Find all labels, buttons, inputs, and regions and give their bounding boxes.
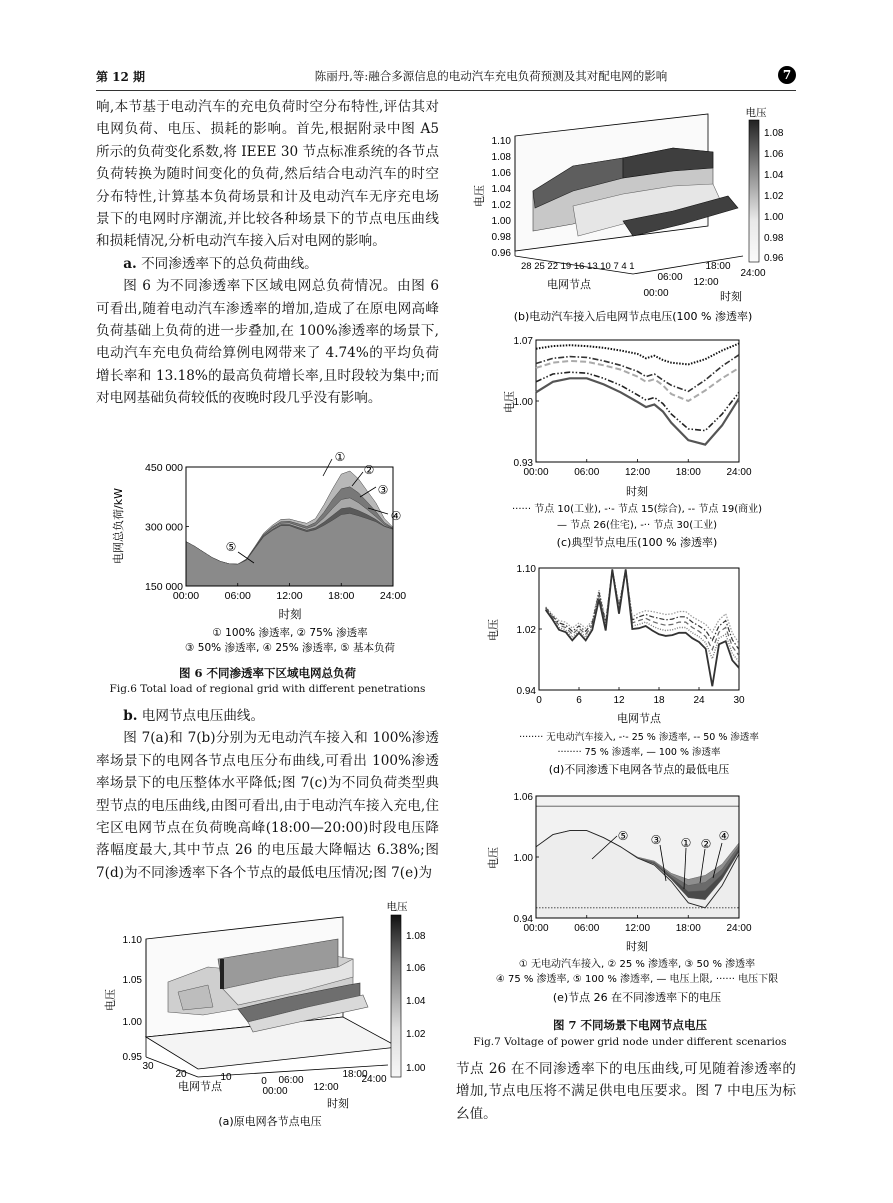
y-tick-label: 1.00	[513, 853, 533, 864]
section-heading-a	[96, 253, 439, 275]
paragraph: 节点 26 在不同渗透率下的电压曲线,可见随着渗透率的增加,节点电压将不满足供电电压要求。图 7 中电压为标幺值。	[456, 1061, 796, 1122]
x-tick-label: 30	[733, 695, 745, 706]
time-tick-label: 18:00	[705, 261, 731, 272]
line-series-3	[546, 570, 739, 656]
y-tick-label: 1.10	[516, 564, 536, 575]
colorbar-title: 电压	[386, 901, 408, 913]
y-tick-label: 150 000	[145, 581, 183, 593]
x-tick-label: 00:00	[172, 590, 200, 602]
figure-6-caption-cn: 图 6 不同渗透率下区域电网总负荷	[178, 666, 356, 680]
colorbar-tick: 1.04	[406, 996, 426, 1007]
colorbar-tick: 1.00	[764, 212, 784, 223]
y-tick-label: 1.07	[513, 336, 533, 347]
colorbar	[749, 120, 759, 262]
time-tick-label: 06:00	[657, 272, 683, 283]
legend-line: ········ 无电动汽车接入, -·- 25 % 渗透率, -- 50 % 渗透率	[519, 732, 759, 743]
legend-line: ① 无电动汽车接入, ② 25 % 渗透率, ③ 50 % 渗透率	[518, 959, 756, 970]
x-tick-label: 24:00	[379, 590, 407, 602]
colorbar-tick: 0.96	[764, 253, 784, 264]
time-tick-label: 00:00	[643, 288, 669, 299]
section-label: a.	[123, 255, 137, 272]
y-tick-label: 1.00	[513, 397, 533, 408]
y-tick-label: 0.93	[513, 458, 533, 469]
marker-5: ⑤	[225, 540, 237, 554]
z-tick-label: 1.04	[491, 184, 511, 195]
figure-7b-surface	[473, 96, 793, 326]
node-tick-label: 10	[220, 1072, 232, 1083]
marker-3: ③	[650, 833, 662, 847]
z-tick-label: 1.10	[122, 935, 142, 946]
marker-4: ④	[718, 829, 730, 843]
colorbar-tick: 1.02	[764, 191, 784, 202]
paragraph: 图 7(a)和 7(b)分别为无电动汽车接入和 100%渗透率场景下的电网各节点电压分布曲线,可看出 100%渗透率场景下的电压整体水平降低;图 7(c)为不同负荷类型典型节点的电压曲线,由图可看出,由于电动汽车接入充电,住宅区电网节点在负荷晚高峰(18:00—20:00)时段电压降落幅度最大,其中节点 26 的电压最大降幅达 6.38%;图 7(d)为不同渗透率下各个节点的最低电压情况;图 7(e)为	[96, 730, 439, 881]
marker-5: ⑤	[617, 829, 629, 843]
subcaption: (a)原电网各节点电压	[218, 1115, 322, 1128]
time-tick-label: 24:00	[740, 268, 766, 279]
right-column-bottom	[456, 1058, 796, 1125]
z-tick-label: 0.95	[122, 1052, 142, 1063]
legend-line: ········ 75 % 渗透率, — 100 % 渗透率	[557, 747, 721, 758]
node-axis-label: 电网节点	[547, 278, 591, 291]
x-tick-label: 18:00	[675, 467, 701, 478]
figure-7-caption-en: Fig.7 Voltage of power grid node under different scenarios	[473, 1036, 787, 1048]
figure-6-chart	[100, 450, 435, 665]
time-tick-label: 18:00	[342, 1069, 368, 1080]
y-tick-label: 1.02	[516, 625, 536, 636]
x-tick-label: 12:00	[276, 590, 303, 602]
x-tick-label: 06:00	[574, 923, 600, 934]
x-tick-label: 18:00	[328, 590, 355, 602]
colorbar-tick: 1.06	[764, 149, 784, 160]
colorbar-tick: 1.00	[406, 1063, 426, 1074]
section-title: 电网节点电压曲线。	[141, 708, 265, 724]
time-axis-label: 时刻	[720, 290, 742, 303]
surface-spike	[220, 959, 224, 989]
z-tick-label: 1.00	[491, 216, 511, 227]
time-tick-label: 06:00	[278, 1075, 304, 1086]
x-axis-label: 时刻	[626, 485, 648, 498]
node-tick-label: 0	[261, 1076, 267, 1087]
z-tick-label: 1.06	[491, 168, 511, 179]
colorbar-tick: 1.06	[406, 963, 426, 974]
x-axis-label: 时刻	[626, 940, 648, 953]
marker-1: ①	[334, 450, 346, 464]
z-tick-label: 1.05	[122, 975, 142, 986]
time-tick-label: 24:00	[361, 1074, 387, 1085]
time-tick-label: 12:00	[313, 1082, 339, 1093]
x-tick-label: 0	[536, 695, 542, 706]
y-axis-label: 电网总负荷/kW	[112, 488, 125, 564]
figure-7d-chart	[473, 560, 793, 782]
x-tick-label: 12	[613, 695, 625, 706]
z-tick-label: 1.00	[122, 1017, 142, 1028]
figure-7c-chart	[473, 330, 793, 555]
x-tick-label: 12:00	[624, 923, 651, 934]
x-tick-label: 18	[653, 695, 665, 706]
y-axis-label: 电压	[487, 847, 500, 869]
node-tick-label: 20	[175, 1069, 187, 1080]
colorbar-tick: 1.08	[764, 128, 784, 139]
subcaption: (c)典型节点电压(100 % 渗透率)	[556, 536, 718, 549]
z-tick-label: 1.02	[491, 200, 511, 211]
header-rule	[96, 90, 796, 91]
marker-2: ②	[700, 837, 712, 851]
time-axis-label: 时刻	[327, 1097, 349, 1110]
legend-line: ③ 50% 渗透率, ④ 25% 渗透率, ⑤ 基本负荷	[185, 642, 395, 654]
x-axis-label: 电网节点	[617, 712, 661, 725]
x-tick-label: 00:00	[523, 923, 549, 934]
time-tick-label: 12:00	[693, 277, 719, 288]
marker-2: ②	[363, 463, 375, 477]
node-tick-labels: 28 25 22 19 16 13 10 7 4 1	[521, 261, 635, 272]
page-number: 7	[778, 66, 796, 84]
left-column-bottom	[96, 705, 439, 884]
y-axis-label: 电压	[503, 391, 516, 413]
x-tick-label: 06:00	[574, 467, 600, 478]
marker-3: ③	[377, 483, 389, 497]
x-tick-label: 18:00	[675, 923, 701, 934]
line-series-5	[546, 570, 739, 687]
y-tick-label: 450 000	[145, 462, 183, 474]
y-tick-label: 300 000	[145, 521, 183, 534]
x-tick-label: 6	[576, 695, 582, 706]
subcaption: (b)电动汽车接入后电网节点电压(100 % 渗透率)	[513, 310, 753, 323]
x-tick-label: 24	[693, 695, 705, 706]
z-tick-label: 0.98	[491, 232, 511, 243]
y-tick-label: 1.06	[513, 792, 533, 803]
x-tick-label: 00:00	[523, 467, 549, 478]
colorbar	[391, 915, 401, 1077]
figure-7e-chart	[473, 786, 793, 1008]
z-tick-label: 1.08	[491, 152, 511, 163]
x-tick-label: 12:00	[624, 467, 651, 478]
colorbar-title: 电压	[745, 107, 767, 119]
colorbar-tick: 0.98	[764, 233, 784, 244]
y-tick-label: 0.94	[516, 686, 536, 697]
figure-7-caption-cn: 图 7 不同场景下电网节点电压	[552, 1018, 707, 1032]
x-tick-label: 24:00	[726, 467, 752, 478]
x-tick-label: 06:00	[224, 590, 251, 602]
subcaption: (e)节点 26 在不同渗透率下的电压	[552, 991, 722, 1004]
z-tick-label: 1.10	[491, 136, 511, 147]
line-series-4	[536, 378, 739, 444]
y-tick-label: 0.94	[513, 914, 533, 925]
legend-line: ④ 75 % 渗透率, ⑤ 100 % 渗透率, — 电压上限, ······ 电压下限	[495, 974, 779, 985]
x-tick-label: 24:00	[726, 923, 752, 934]
y-axis-label: 电压	[487, 619, 500, 641]
running-header	[96, 68, 796, 88]
legend-line: ① 100% 渗透率, ② 75% 渗透率	[212, 627, 368, 639]
marker-1: ①	[680, 836, 692, 850]
marker-4: ④	[390, 509, 402, 523]
z-axis-label: 电压	[104, 989, 117, 1011]
paragraph: 响,本节基于电动汽车的充电负荷时空分布特性,评估其对电网负荷、电压、损耗的影响。首先,根据附录中图 A5 所示的负荷变化系数,将 IEEE 30 节点标准系统的各节点负荷转换为随时间变化的负荷,然后结合电动汽车的时空分布特性,计算基本负荷场景和计及电动汽车无序充电场景下的电网时序潮流,并比较各种场景下的节点电压曲线和损耗情况,分析电动汽车接入后对电网的影响。	[96, 99, 439, 250]
legend-line: — 节点 26(住宅), -·· 节点 30(工业)	[556, 520, 718, 531]
figure-6-caption-en: Fig.6 Total load of regional grid with different penetrations	[109, 683, 426, 695]
subcaption: (d)不同渗透下电网各节点的最低电压	[548, 763, 730, 776]
legend-line: ······ 节点 10(工业), -·- 节点 15(综合), -- 节点 19(商业)	[511, 504, 763, 515]
colorbar-tick: 1.02	[406, 1029, 426, 1040]
x-axis-label: 时刻	[278, 607, 302, 621]
paragraph: 图 6 为不同渗透率下区域电网总负荷情况。由图 6 可看出,随着电动汽车渗透率的增加,造成了在原电网高峰负荷基础上负荷的进一步叠加,在 100%渗透率的场景下,电动汽车充电负荷给算例电网带来了 4.74%的平均负荷增长率和 13.18%的最高负荷增长率,且时段较为集中;而对电网基础负荷较低的夜晚时段几乎没有影响。	[96, 278, 439, 407]
section-label: b.	[123, 708, 138, 724]
colorbar-tick: 1.04	[764, 170, 784, 181]
running-title: 陈丽丹,等:融合多源信息的电动汽车充电负荷预测及其对配电网的影响	[314, 69, 668, 83]
z-axis-label: 电压	[473, 185, 486, 207]
node-axis-label: 电网节点	[178, 1080, 222, 1093]
colorbar-tick: 1.08	[406, 931, 426, 942]
time-tick-label: 00:00	[262, 1086, 288, 1097]
figure-7a-surface	[98, 897, 443, 1132]
issue-number: 第 12 期	[96, 70, 146, 84]
section-title: 不同渗透率下的总负荷曲线。	[141, 255, 318, 272]
node-tick-label: 30	[142, 1061, 154, 1072]
left-column-top	[96, 96, 439, 410]
section-heading-b	[96, 705, 439, 727]
z-tick-label: 0.96	[491, 248, 511, 259]
